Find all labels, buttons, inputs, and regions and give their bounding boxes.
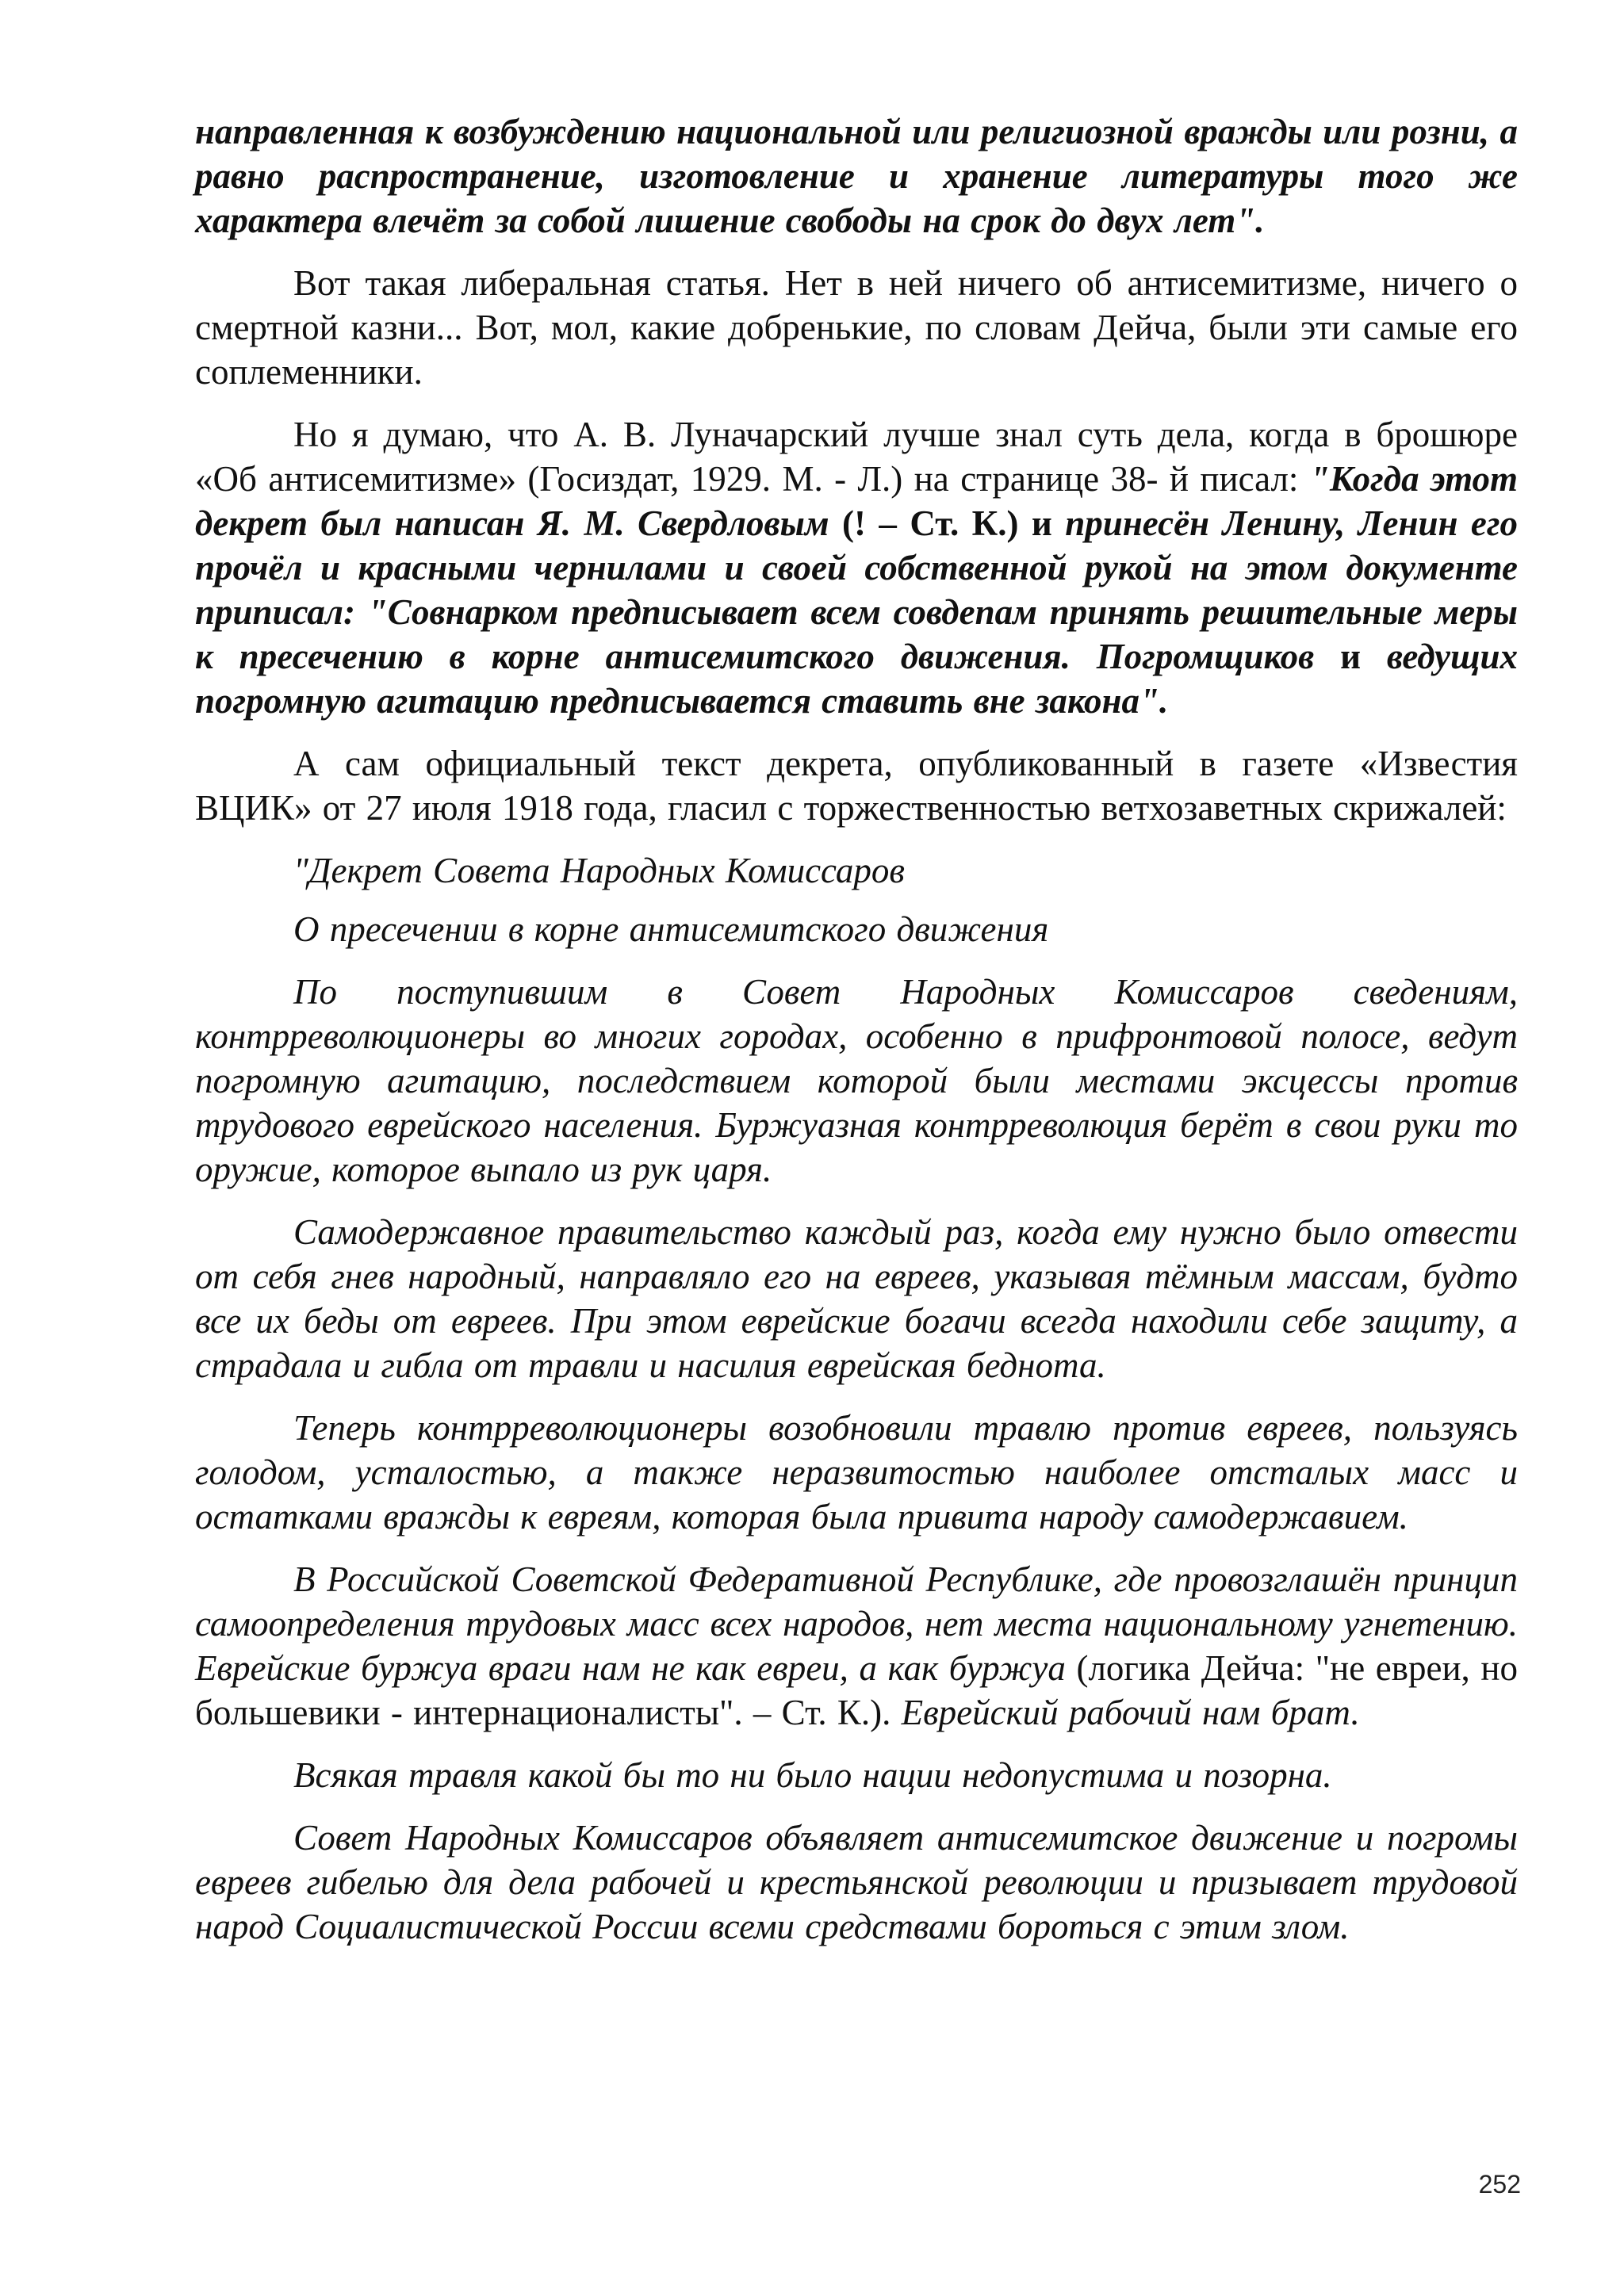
document-page [195, 109, 1518, 1967]
bold-text: и [1340, 637, 1361, 676]
body-text: А сам официальный текст декрета, опубликованный в газете «Известия ВЦИК» от 27 июля 1918 года, гласил с торжественностью ветхозаветных скрижалей: [195, 744, 1518, 828]
italic-text: По поступившим в Совет Народных Комиссаров сведениям, контрреволюционеры во многих городах, особенно в прифронтовой полосе, ведут погромную агитацию, последствием которой были местами эксцессы против трудового еврейского населения. Буржуазная контрреволюция берёт в свои руки то оружие, которое выпало из рук царя. [195, 972, 1518, 1189]
paragraph-liberal-article [195, 261, 1518, 394]
bold-italic-text: "Когда этот декрет был написан Я. М. Свердловым [195, 459, 1518, 543]
bold-text: (! – Ст. К.) и [842, 503, 1052, 543]
paragraph-decree-6 [195, 1816, 1518, 1949]
italic-text: Еврейский рабочий нам брат. [901, 1693, 1360, 1732]
paragraph-decree-title [195, 848, 1518, 893]
italic-text: В Российской Советской Федеративной Республике, где провозглашён принцип самоопределения трудовых масс всех народов, нет места национальному угнетению. Еврейские буржуа враги нам не как евреи, а как буржуа [195, 1559, 1518, 1688]
page-number: 252 [1478, 2170, 1521, 2198]
paragraph-decree-4 [195, 1557, 1518, 1735]
paragraph-decree-1 [195, 970, 1518, 1192]
paragraph-decree-3 [195, 1406, 1518, 1539]
paragraph-decree-2 [195, 1210, 1518, 1387]
italic-text: Совет Народных Комиссаров объявляет антисемитское движение и погромы евреев гибелью для дела рабочей и крестьянской революции и призывает трудовой народ Социалистической России всеми средствами бороться с этим злом. [195, 1818, 1518, 1946]
italic-text: Теперь контрреволюционеры возобновили травлю против евреев, пользуясь голодом, усталостью, а также неразвитостью наиболее отсталых масс и остатками вражды к евреям, которая была привита народу самодержавием. [195, 1408, 1518, 1536]
bold-italic-text: ведущих погромную агитацию предписывается ставить вне закона". [195, 637, 1518, 721]
italic-text: Самодержавное правительство каждый раз, когда ему нужно было отвести от себя гнев народный, направляло его на евреев, указывая тёмным массам, будто все их беды от евреев. При этом еврейские богачи всегда находили себе защиту, а страдала и гибла от травли и насилия еврейская беднота. [195, 1212, 1518, 1385]
bold-italic-text: принесён Ленину, Ленин его прочёл и красными чернилами и своей собственной рукой на этом документе приписал: "Совнарком предписывает всем совдепам принять решительные меры к пресечению в корне антисемитского движения. Погромщиков [195, 503, 1518, 676]
italic-text: "Декрет Совета Народных Комиссаров [293, 851, 905, 890]
body-text: (логика Дейча: "не евреи, но большевики - интернационалисты". – Ст. К.). [195, 1648, 1519, 1732]
bold-italic-text: направленная к возбуждению национальной или религиозной вражды или розни, а равно распространение, изготовление и хранение литературы того же характера влечёт за собой лишение свободы на срок до двух лет". [195, 112, 1518, 240]
paragraph-official-text [195, 741, 1518, 830]
paragraph-decree-5 [195, 1753, 1518, 1797]
body-text: Но я думаю, что А. В. Луначарский лучше знал суть дела, когда в брошюре «Об антисемитизме» (Госиздат, 1929. М. - Л.) на странице 38- й писал: [195, 415, 1518, 499]
italic-text: О пресечении в корне антисемитского движения [293, 909, 1049, 949]
italic-text: Всякая травля какой бы то ни было нации недопустима и позорна. [293, 1755, 1332, 1795]
paragraph-decree-subtitle [195, 907, 1518, 951]
body-text: Вот такая либеральная статья. Нет в ней ничего об антисемитизме, ничего о смертной казни... Вот, мол, какие добренькие, по словам Дейча, были эти самые его соплеменники. [195, 263, 1518, 392]
paragraph-lunacharsky [195, 412, 1518, 723]
paragraph-article-quote-end [195, 109, 1518, 243]
